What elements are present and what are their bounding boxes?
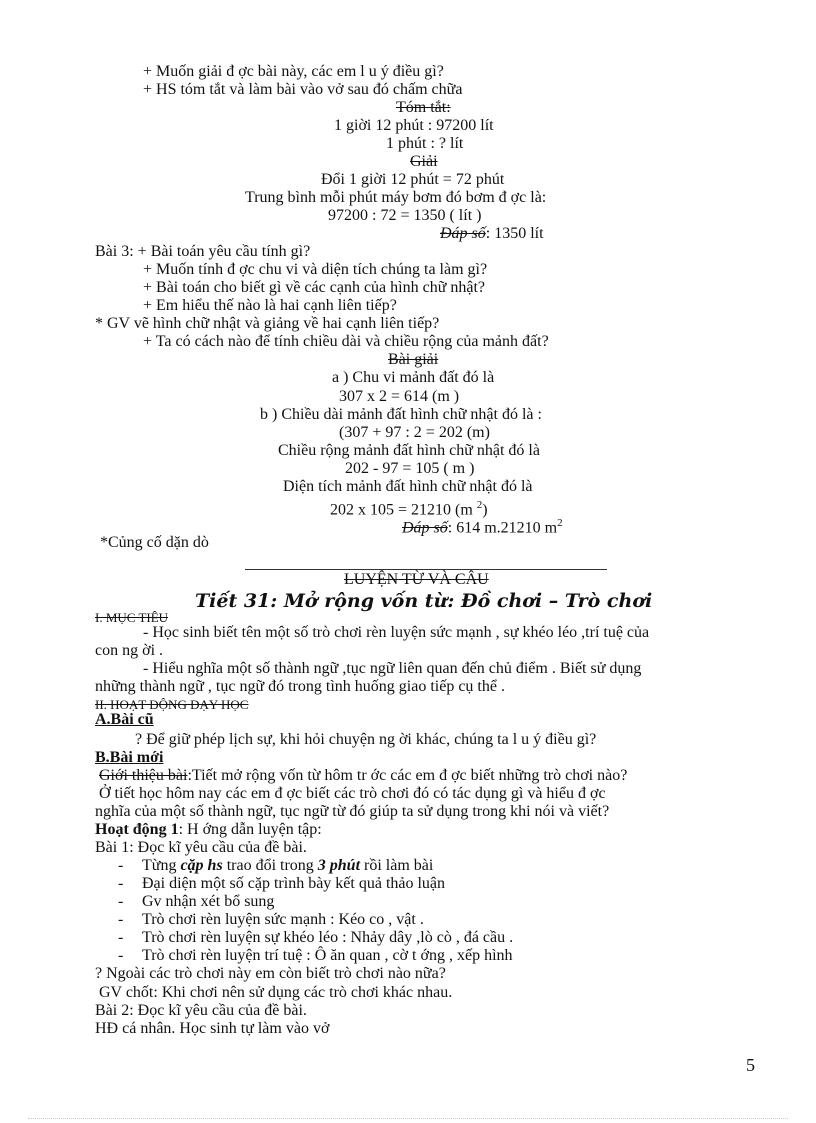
teacher-note: * GV vẽ hình chữ nhật và giảng về hai cạnh liên tiếp? [95, 315, 440, 332]
list-item: - Trò chơi rèn luyện trí tuệ : Ô ăn quan , cờ t ớng , xếp hình [118, 947, 513, 964]
activity-heading: Hoạt động 1: H ớng dẫn luyện tập: [95, 821, 322, 838]
section-heading: I. MỤC TIÊU [95, 610, 169, 625]
closing-note: *Củng cố dặn dò [100, 534, 209, 551]
solution-line: b ) Chiều dài mảnh đất hình chữ nhật đó là : [260, 406, 542, 423]
exercise-heading: Bài 1: Đọc kĩ yêu cầu của đề bài. [95, 839, 307, 856]
instruction-line: HĐ cá nhân. Học sinh tự làm vào vở [95, 1020, 330, 1037]
list-item: - Gv nhận xét bổ sung [118, 893, 275, 910]
solution-line: a ) Chu vi mảnh đất đó là [332, 369, 495, 386]
intro-line: Ở tiết học hôm nay các em đ ợc biết các trò chơi đó có tác dụng gì và hiểu đ ợc [99, 785, 606, 802]
objective-line: con ng ời . [95, 642, 164, 659]
question-line: + Bài toán cho biết gì về các cạnh của hình chữ nhật? [143, 279, 486, 296]
solution-line: Đổi 1 giời 12 phút = 72 phút [321, 171, 505, 188]
solution-line: 307 x 2 = 614 (m ) [339, 388, 460, 405]
solution-line: 97200 : 72 = 1350 ( lít ) [328, 207, 482, 224]
intro-line: Giới thiệu bài:Tiết mở rộng vốn từ hôm tr ớc các em đ ợc biết những trò chơi nào? [99, 767, 628, 784]
list-item: - Trò chơi rèn luyện sức mạnh : Kéo co , vật . [118, 911, 424, 928]
solution-line: 202 - 97 = 105 ( m ) [345, 460, 475, 477]
teacher-note: GV chốt: Khi chơi nên sử dụng các trò chơi khác nhau. [99, 984, 453, 1001]
exercise-heading: Bài 3: + Bài toán yêu cầu tính gì? [95, 243, 311, 260]
instruction-line: + HS tóm tắt và làm bài vào vở sau đó chấm chữa [143, 81, 463, 98]
solution-line: Trung bình mỗi phút máy bơm đó bơm đ ợc là: [245, 189, 547, 206]
list-item: - Trò chơi rèn luyện sự khéo léo : Nhảy dây ,lò cò , đá cầu . [118, 929, 514, 946]
solution-line: (307 + 97 : 2 = 202 (m) [339, 424, 490, 441]
objective-line: - Học sinh biết tên một số trò chơi rèn luyện sức mạnh , sự khéo léo ,trí tuệ của [143, 624, 650, 641]
review-question: ? Để giữ phép lịch sự, khi hỏi chuyện ng ời khác, chúng ta l u ý điều gì? [135, 731, 597, 748]
giai-heading: Giải [410, 153, 438, 170]
question-line: ? Ngoài các trò chơi này em còn biết trò chơi nào nữa? [95, 965, 446, 982]
solution-line: Chiều rộng mảnh đất hình chữ nhật đó là [278, 442, 540, 459]
exercise-heading: Bài 2: Đọc kĩ yêu cầu của đề bài. [95, 1002, 307, 1019]
subject-heading: LUYỆN TỪ VÀ CÂU [344, 571, 489, 588]
baicu-heading: A.Bài cũ [95, 711, 154, 728]
baigiai-heading: Bài giải [388, 351, 439, 368]
list-item: - Từng cặp hs trao đổi trong 3 phút rồi làm bài [118, 857, 434, 874]
instruction-line: + Muốn giải đ ợc bài này, các em l u ý điều gì? [143, 63, 444, 80]
divider [245, 569, 607, 570]
summary-line: 1 phút : ? lít [386, 135, 464, 152]
page-border [28, 1118, 788, 1119]
summary-line: 1 giời 12 phút : 97200 lít [334, 117, 494, 134]
lesson-title: Tiết 31: Mở rộng vốn từ: Đồ chơi – Trò chơi [195, 590, 653, 612]
solution-line: 202 x 105 = 21210 (m $^2$) [330, 499, 488, 519]
objective-line: - Hiểu nghĩa một số thành ngữ ,tục ngữ liên quan đến chủ điểm . Biết sử dụng [143, 660, 642, 677]
list-item: - Đại diện một số cặp trình bày kết quả thảo luận [118, 875, 446, 892]
intro-line: nghĩa của một số thành ngữ, tục ngữ từ đó giúp ta sử dụng trong khi nói và viết? [95, 803, 610, 820]
solution-line: Diện tích mảnh đất hình chữ nhật đó là [283, 478, 533, 495]
question-line: + Em hiểu thế nào là hai cạnh liên tiếp? [143, 297, 397, 314]
question-line: + Ta có cách nào để tính chiều dài và chiều rộng của mảnh đất? [143, 333, 549, 350]
answer-line: Đáp số: 614 m.21210 $m^2$ [402, 517, 563, 537]
baimoi-heading: B.Bài mới [95, 749, 164, 766]
objective-line: những thành ngữ , tục ngữ đó trong tình huống giao tiếp cụ thể . [95, 678, 505, 695]
tomtat-heading: Tóm tắt: [396, 99, 451, 116]
section-heading: II. HOẠT ĐỘNG DẠY HỌC [95, 697, 249, 712]
page-number: 5 [746, 1055, 755, 1075]
answer-line: Đáp số: 1350 lít [440, 225, 544, 242]
question-line: + Muốn tính đ ợc chu vi và diện tích chúng ta làm gì? [143, 261, 488, 278]
